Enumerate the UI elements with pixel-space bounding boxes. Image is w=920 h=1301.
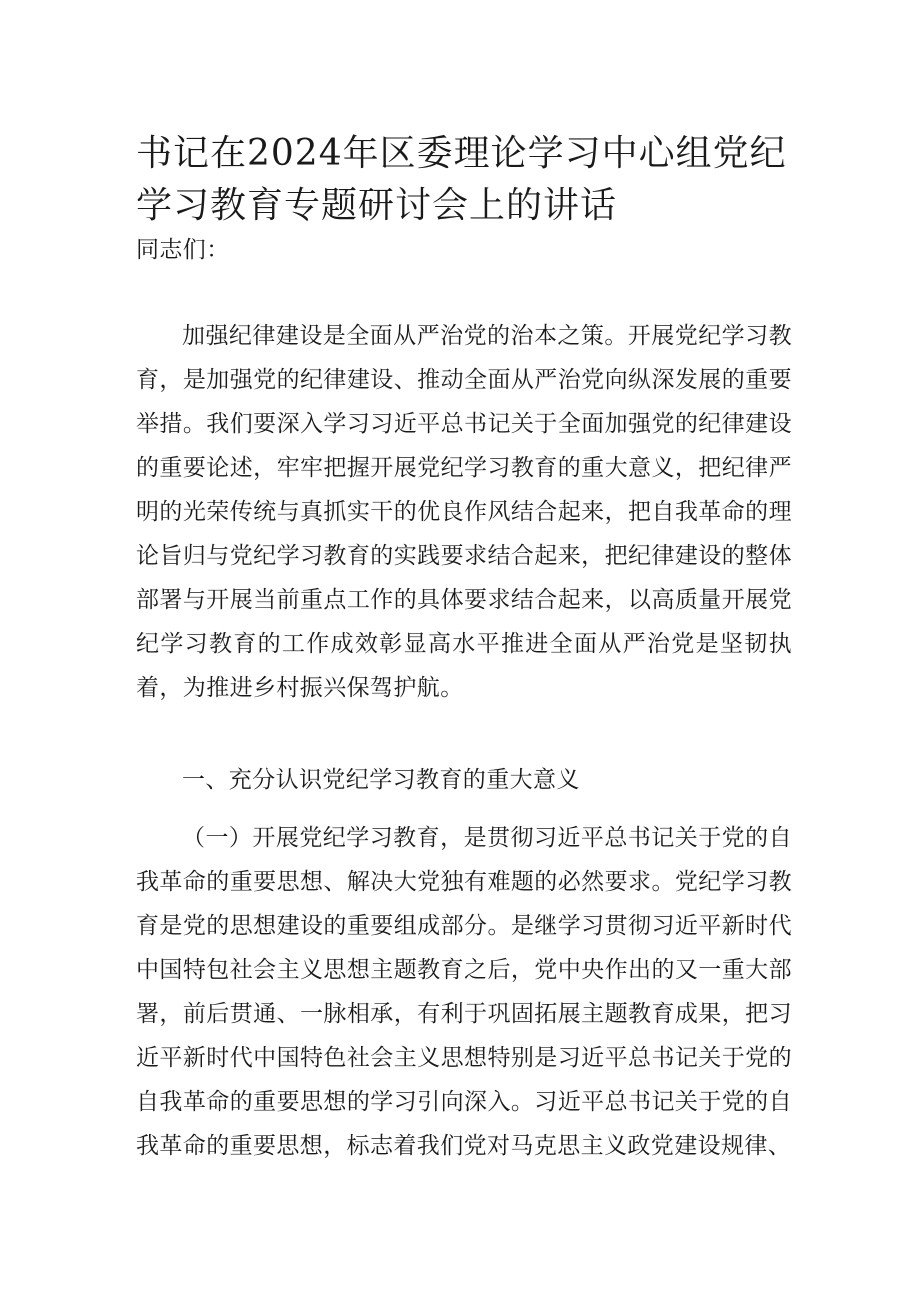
- section-heading: 一、充分认识党纪学习教育的重大意义: [182, 767, 580, 793]
- document-title: 书记在2024年区委理论学习中心组党纪学习教育专题研讨会上的讲话: [136, 133, 787, 226]
- salutation: 同志们：: [136, 237, 230, 263]
- intro-paragraph: 加强纪律建设是全面从严治党的治本之策。开展党纪学习教育，是加强党的纪律建设、推动全面从严治党向纵深发展的重要举措。我们要深入学习习近平总书记关于全面加强党的纪律建设的重要论述，牢牢把握开展党纪学习教育的重大意义，把纪律严明的光荣传统与真抓实干的优良作风结合起来，把自我革命的理论旨归与党纪学习教育的实践要求结合起来，把纪律建设的整体部署与开展当前重点工作的具体要求结合起来，以高质量开展党纪学习教育的工作成效彰显高水平推进全面从严治党是坚韧执着，为推进乡村振兴保驾护航。: [136, 323, 792, 701]
- subsection-paragraph: （一）开展党纪学习教育，是贯彻习近平总书记关于党的自我革命的重要思想、解决大党独有难题的必然要求。党纪学习教育是党的思想建设的重要组成部分。是继学习贯彻习近平新时代中国特包社会主义思想主题教育之后，党中央作出的又一重大部署，前后贯通、一脉相承，有利于巩固拓展主题教育成果，把习近平新时代中国特色社会主义思想特别是习近平总书记关于党的自我革命的重要思想的学习引向深入。习近平总书记关于党的自我革命的重要思想，标志着我们党对马克思主义政党建设规律、: [136, 825, 792, 1159]
